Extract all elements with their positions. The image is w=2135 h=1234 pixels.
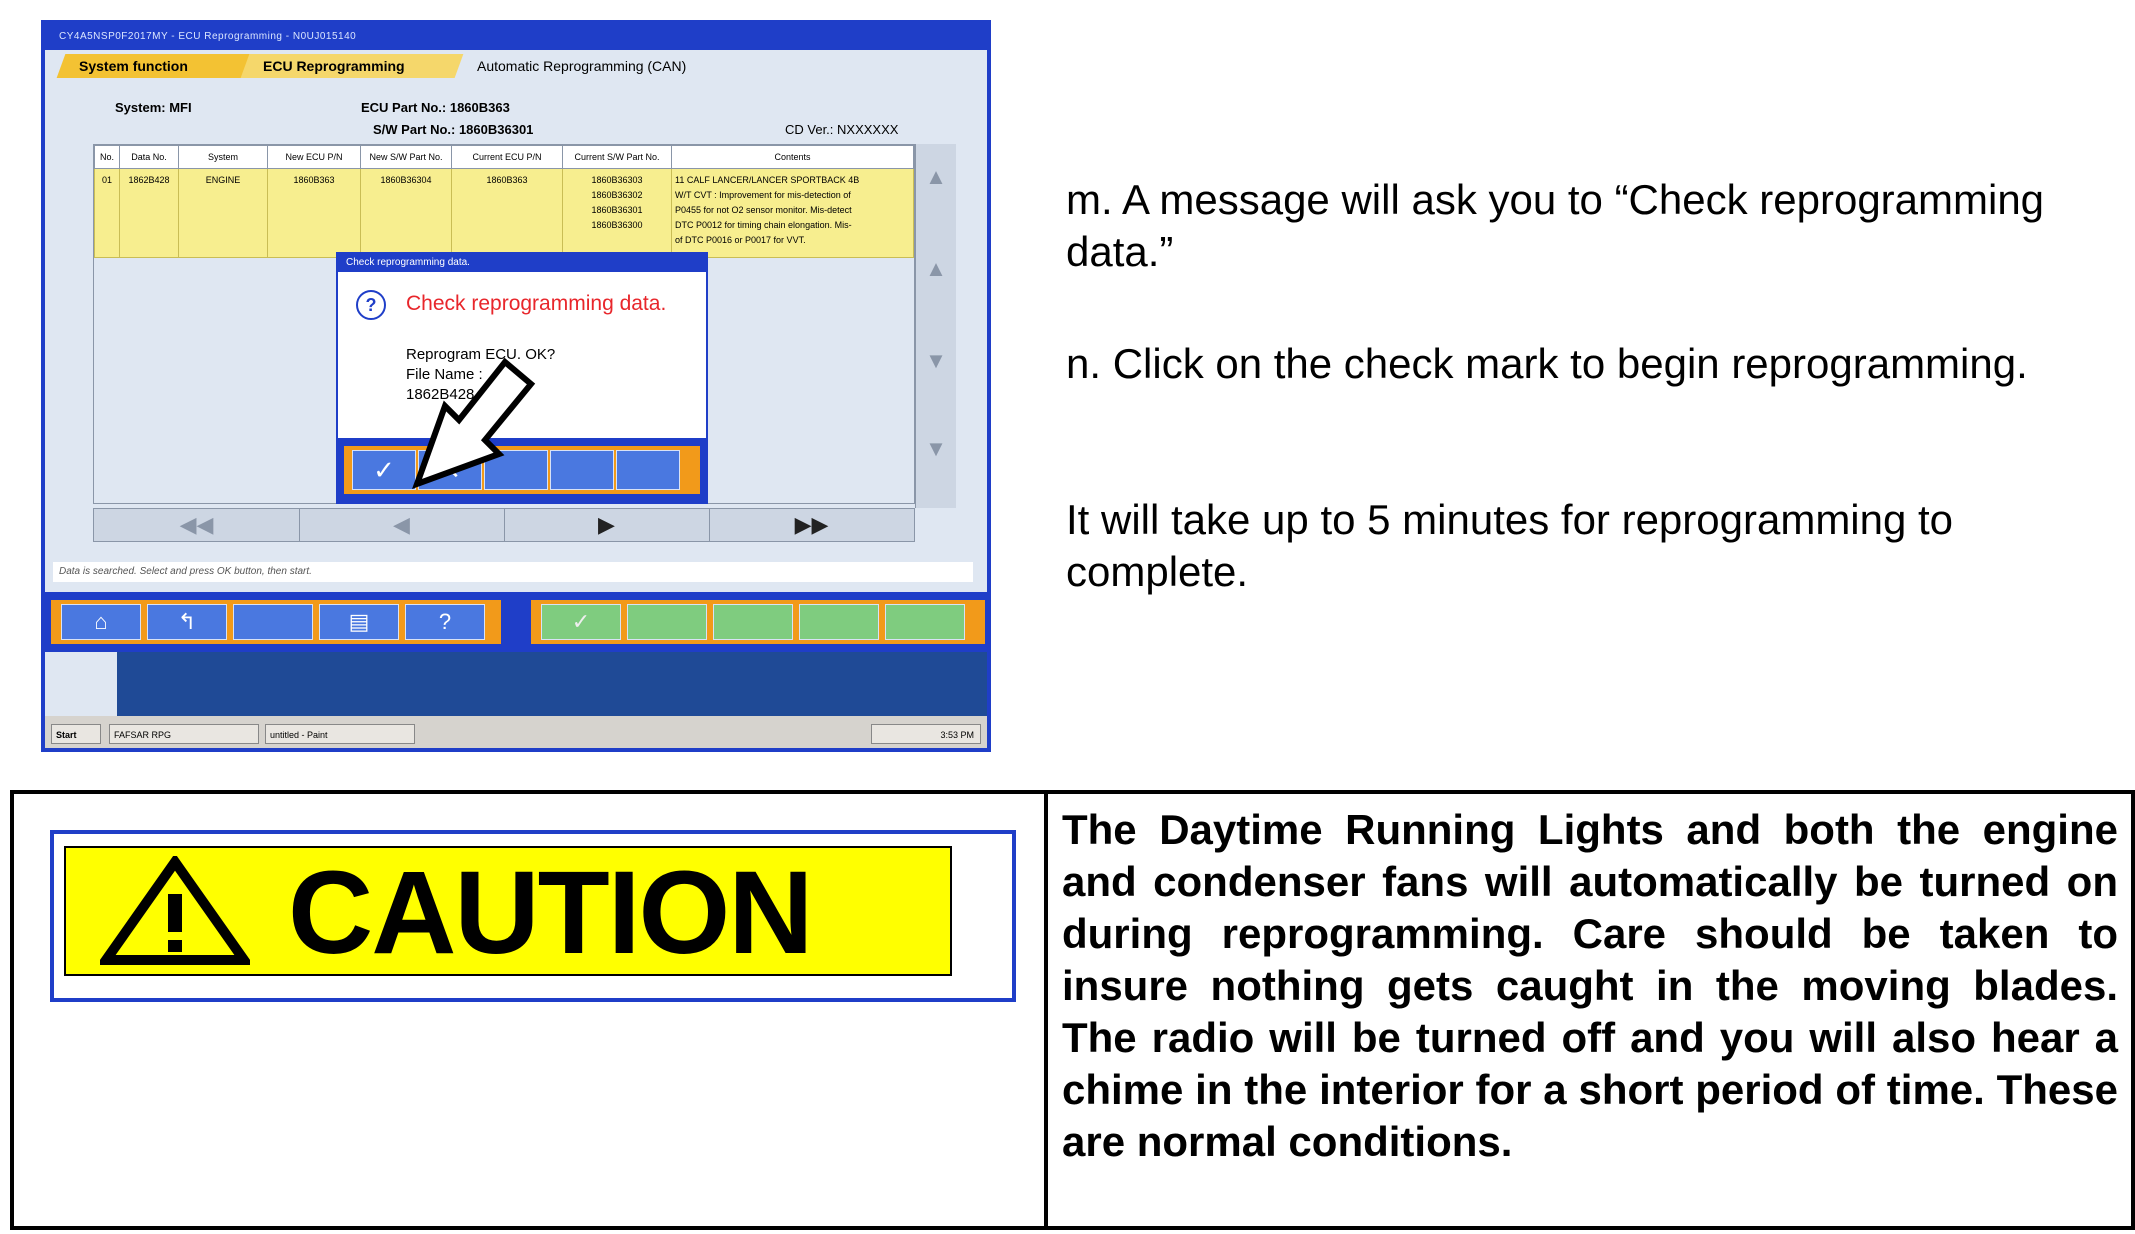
system-label: System: MFI: [115, 100, 192, 115]
caution-heading: CAUTION: [288, 847, 812, 979]
column-header: Data No.: [120, 146, 179, 169]
down-double-icon[interactable]: ▼: [925, 436, 947, 461]
help-button[interactable]: [405, 604, 485, 640]
column-header: No.: [95, 146, 120, 169]
sw-part-number: S/W Part No.: 1860B36301: [373, 122, 534, 137]
question-icon: ?: [356, 290, 386, 320]
cell-new-sw: 1860B36304: [361, 169, 452, 258]
up-icon[interactable]: ▲: [925, 256, 947, 281]
bottom-toolbar: [45, 592, 991, 652]
table-row[interactable]: [95, 169, 914, 258]
status-bar: Data is searched. Select and press OK button, then start.: [53, 562, 973, 582]
toolbar-slot-2[interactable]: [627, 604, 707, 640]
caution-divider: [1044, 794, 1048, 1226]
window-titlebar: CY4A5NSP0F2017MY - ECU Reprogramming - N0UJ015140: [45, 24, 987, 50]
first-page-button[interactable]: ◀◀: [94, 509, 300, 541]
left-button-group: [51, 600, 501, 644]
warning-triangle-icon: [100, 856, 250, 966]
column-header: New S/W Part No.: [361, 146, 452, 169]
dialog-heading: Check reprogramming data.: [406, 292, 667, 315]
back-icon: ↰: [177, 609, 197, 634]
caution-body-text: The Daytime Running Lights and both the engine and condenser fans will automatically be turned on during reprogramming. Care should be taken to insure nothing gets caught in the moving blades. The radio will be turned off and you will also hear a chime in the interior for a short period of time. These are normal conditions.: [1062, 806, 2118, 1165]
blank-button[interactable]: [233, 604, 313, 640]
column-header: Contents: [672, 146, 914, 169]
cell-system: ENGINE: [179, 169, 268, 258]
check-icon: ✓: [373, 455, 395, 485]
back-button[interactable]: [147, 604, 227, 640]
cell-contents: 11 CALF LANCER/LANCER SPORTBACK 4B W/T CVT : Improvement for mis-detection of P0455 for not O2 sensor monitor. Mis-detect DTC P0012 for timing chain elongation. Mis- of DTC P0016 or P0017 for VVT.: [672, 169, 914, 258]
taskbar-item-paint[interactable]: untitled - Paint: [265, 724, 415, 744]
cell-data-no: 1862B428: [120, 169, 179, 258]
next-page-button[interactable]: ▶: [504, 509, 710, 541]
reprogram-data-table: [94, 145, 914, 258]
pointer-arrow-icon: [405, 344, 545, 494]
instruction-n: n. Click on the check mark to begin reprogramming.: [1066, 340, 2028, 387]
column-header: Current ECU P/N: [452, 146, 563, 169]
toolbar-slot-5[interactable]: [885, 604, 965, 640]
home-button[interactable]: [61, 604, 141, 640]
dialog-slot-4[interactable]: [550, 450, 614, 490]
ecu-part-number: ECU Part No.: 1860B363: [361, 100, 510, 115]
dialog-title: Check reprogramming data.: [338, 254, 706, 272]
table-header-row: [95, 146, 914, 169]
cd-version: CD Ver.: NXXXXXX: [785, 122, 899, 137]
up-double-icon[interactable]: ▲: [925, 164, 947, 189]
dialog-slot-5[interactable]: [616, 450, 680, 490]
home-icon: ⌂: [94, 609, 108, 634]
cell-no: 01: [95, 169, 120, 258]
column-header: New ECU P/N: [268, 146, 361, 169]
print-icon: ▤: [348, 609, 370, 634]
toolbar-slot-4[interactable]: [799, 604, 879, 640]
caution-box: [10, 790, 2135, 1230]
ok-button[interactable]: [541, 604, 621, 640]
last-page-button[interactable]: ▶▶: [794, 512, 829, 537]
help-icon: ?: [438, 609, 452, 634]
dialog-prompt: Reprogram ECU. OK?: [406, 346, 556, 363]
down-icon[interactable]: ▼: [925, 348, 947, 373]
tab-ecu-reprogramming[interactable]: ECU Reprogramming: [241, 54, 486, 78]
lower-panel: [45, 652, 991, 716]
diagnostic-screenshot: [41, 20, 991, 752]
column-header: Current S/W Part No.: [563, 146, 672, 169]
cell-current-sw: 1860B36303 1860B36302 1860B36301 1860B36300: [563, 169, 672, 258]
caution-label: [64, 846, 952, 979]
vertical-scrollbar[interactable]: [915, 144, 956, 508]
tab-system-function[interactable]: System function: [57, 54, 272, 78]
instruction-note: It will take up to 5 minutes for reprogramming to complete.: [1066, 496, 1954, 595]
column-header: System: [179, 146, 268, 169]
tab-automatic-reprogramming[interactable]: Automatic Reprogramming (CAN): [455, 54, 760, 78]
start-button[interactable]: Start: [51, 724, 101, 744]
lower-left-panel: [45, 652, 117, 716]
taskbar: [45, 716, 991, 752]
check-icon: ✓: [571, 609, 591, 634]
dialog-file-label: File Name :: [406, 366, 483, 383]
tab-bar: [45, 50, 987, 80]
page-navigation: [93, 508, 915, 542]
taskbar-item-app[interactable]: FAFSAR RPG: [109, 724, 259, 744]
toolbar-slot-3[interactable]: [713, 604, 793, 640]
instruction-m: m. A message will ask you to “Check reprogramming data.”: [1066, 176, 2045, 275]
right-button-group: [531, 600, 985, 644]
prev-page-button[interactable]: ◀: [299, 509, 505, 541]
system-clock: 3:53 PM: [871, 724, 981, 744]
print-button[interactable]: [319, 604, 399, 640]
dialog-file-name: 1862B428: [406, 386, 475, 403]
cell-current-ecu: 1860B363: [452, 169, 563, 258]
caution-label-frame: [50, 830, 1016, 1002]
cell-new-ecu: 1860B363: [268, 169, 361, 258]
